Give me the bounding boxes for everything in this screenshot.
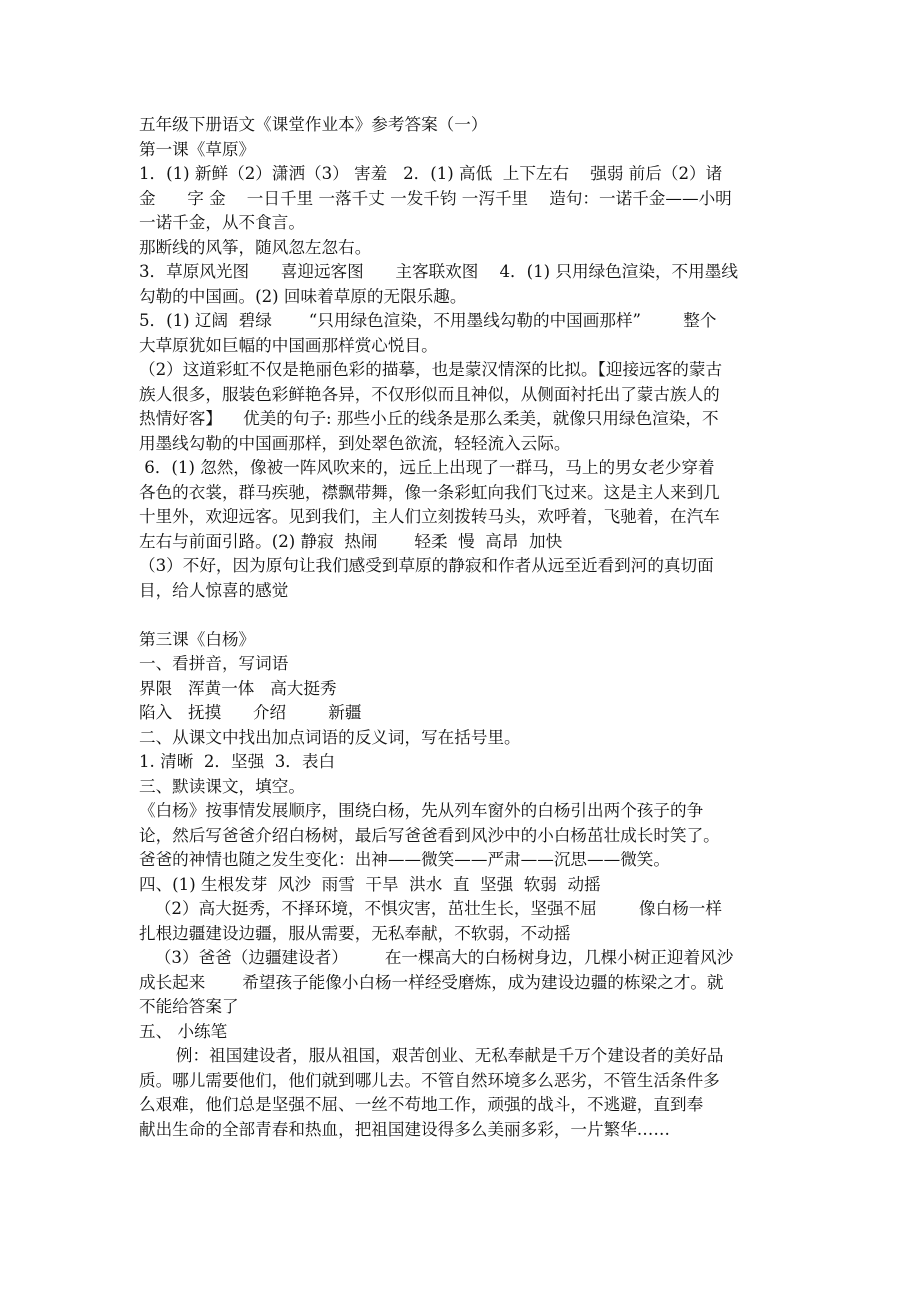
blank-line [139, 603, 785, 628]
text-line: 1. 清晰 2．坚强 3．表白 [139, 752, 336, 771]
text-line: 献出生命的全部青春和热血，把祖国建设得多么美丽多彩，一片繁华…… [139, 1119, 670, 1139]
text-line: 么艰难，他们总是坚强不屈、一丝不苟地工作，顽强的战斗，不逃避，直到奉 [139, 1095, 704, 1114]
text-line: 例：祖国建设者，服从祖国，艰苦创业、无私奉献是千万个建设者的美好品 [139, 1046, 724, 1065]
text-line: 五、 小练笔 [139, 1021, 228, 1041]
text-line: 成长起来 希望孩子能像小白杨一样经受磨炼，成为建设边疆的栋梁之才。就 [139, 972, 724, 992]
text-line: 二、从课文中找出加点词语的反义词，写在括号里。 [139, 727, 521, 747]
text-line: 三、默读课文，填空。 [139, 776, 305, 796]
text-line: （3）爸爸（边疆建设者） 在一棵高大的白杨树身边，几棵小树正迎着风沙 [139, 948, 734, 967]
text-line: 1．(1) 新鲜（2）潇洒（3） 害羞 2．(1) 高低 上下左右 强弱 前后（2）诸 [139, 164, 723, 183]
text-line: 左右与前面引路。(2) 静寂 热闹 轻柔 慢 高昂 加快 [139, 531, 563, 551]
text-line: 大草原犹如巨幅的中国画那样赏心悦目。 [139, 335, 438, 355]
text-line: 论，然后写爸爸介绍白杨树，最后写爸爸看到风沙中的小白杨茁壮成长时笑了。 [139, 825, 720, 845]
text-line: 十里外，欢迎远客。见到我们，主人们立刻拨转马头，欢呼着，飞驰着，在汽车 [139, 507, 720, 526]
text-line: 热情好客】 优美的句子: 那些小丘的线条是那么柔美，就像只用绿色渲染，不 [139, 409, 719, 428]
text-line: （3）不好，因为原句让我们感受到草原的静寂和作者从远至近看到河的真切面 [139, 556, 714, 575]
document-body [139, 113, 785, 1142]
text-line: 一诺千金，从不食言。 [139, 213, 305, 232]
text-line: 五年级下册语文《课堂作业本》参考答案（一） [139, 115, 488, 134]
text-line: （2）高大挺秀，不择环境，不惧灾害，茁壮生长，坚强不屈 像白杨一样 [139, 899, 722, 918]
text-line: 不能给答案了 [139, 997, 239, 1016]
text-line: 用墨线勾勒的中国画那样，到处翠色欲流，轻轻流入云际。 [139, 433, 571, 453]
text-line: 《白杨》按事情发展顺序，围绕白杨，先从列车窗外的白杨引出两个孩子的争 [139, 801, 704, 820]
text-line: 6．(1) 忽然，像被一阵风吹来的，远丘上出现了一群马，马上的男女老少穿着 [139, 458, 715, 477]
text-line: 勾勒的中国画。(2) 回味着草原的无限乐趣。 [139, 286, 467, 306]
text-line: 扎根边疆建设边疆，服从需要，无私奉献，不软弱，不动摇 [139, 923, 571, 943]
text-line: 爸爸的神情也随之发生变化：出神——微笑——严肃——沉思——微笑。 [139, 850, 670, 869]
text-line: （2）这道彩虹不仅是艳丽色彩的描摹，也是蒙汉情深的比拟。【迎接远客的蒙古 [139, 360, 723, 379]
text-line: 一、看拼音，写词语 [139, 654, 289, 673]
text-line: 界限 浑黄一体 高大挺秀 [139, 678, 337, 698]
text-line: 金 字 金 一日千里 一落千丈 一发千钧 一泻千里 造句：一诺千金——小明 [139, 188, 732, 208]
text-line: 3．草原风光图 喜迎远客图 主客联欢图 4．(1) 只用绿色渲染，不用墨线 [139, 262, 738, 281]
text-line: 目，给人惊喜的感觉 [139, 580, 289, 600]
text-line: 第三课《白杨》 [139, 629, 256, 649]
text-line: 陷入 抚摸 介绍 新疆 [139, 703, 362, 722]
text-line: 各色的衣裳，群马疾驰，襟飘带舞，像一条彩虹向我们飞过来。这是主人来到几 [139, 482, 720, 502]
text-line: 第一课《草原》 [139, 139, 256, 159]
text-line: 5．(1) 辽阔 碧绿 “只用绿色渲染，不用墨线勾勒的中国画那样” 整个 [139, 311, 717, 330]
text-line: 四、(1) 生根发芽 风沙 雨雪 干旱 洪水 直 坚强 软弱 动摇 [139, 874, 601, 894]
text-line: 族人很多，服装色彩鲜艳各异，不仅形似而且神似，从侧面衬托出了蒙古族人的 [139, 384, 720, 404]
text-line: 那断线的风筝，随风忽左忽右。 [139, 237, 372, 257]
text-line: 质。哪儿需要他们，他们就到哪儿去。不管自然环境多么恶劣，不管生活条件多 [139, 1070, 720, 1090]
